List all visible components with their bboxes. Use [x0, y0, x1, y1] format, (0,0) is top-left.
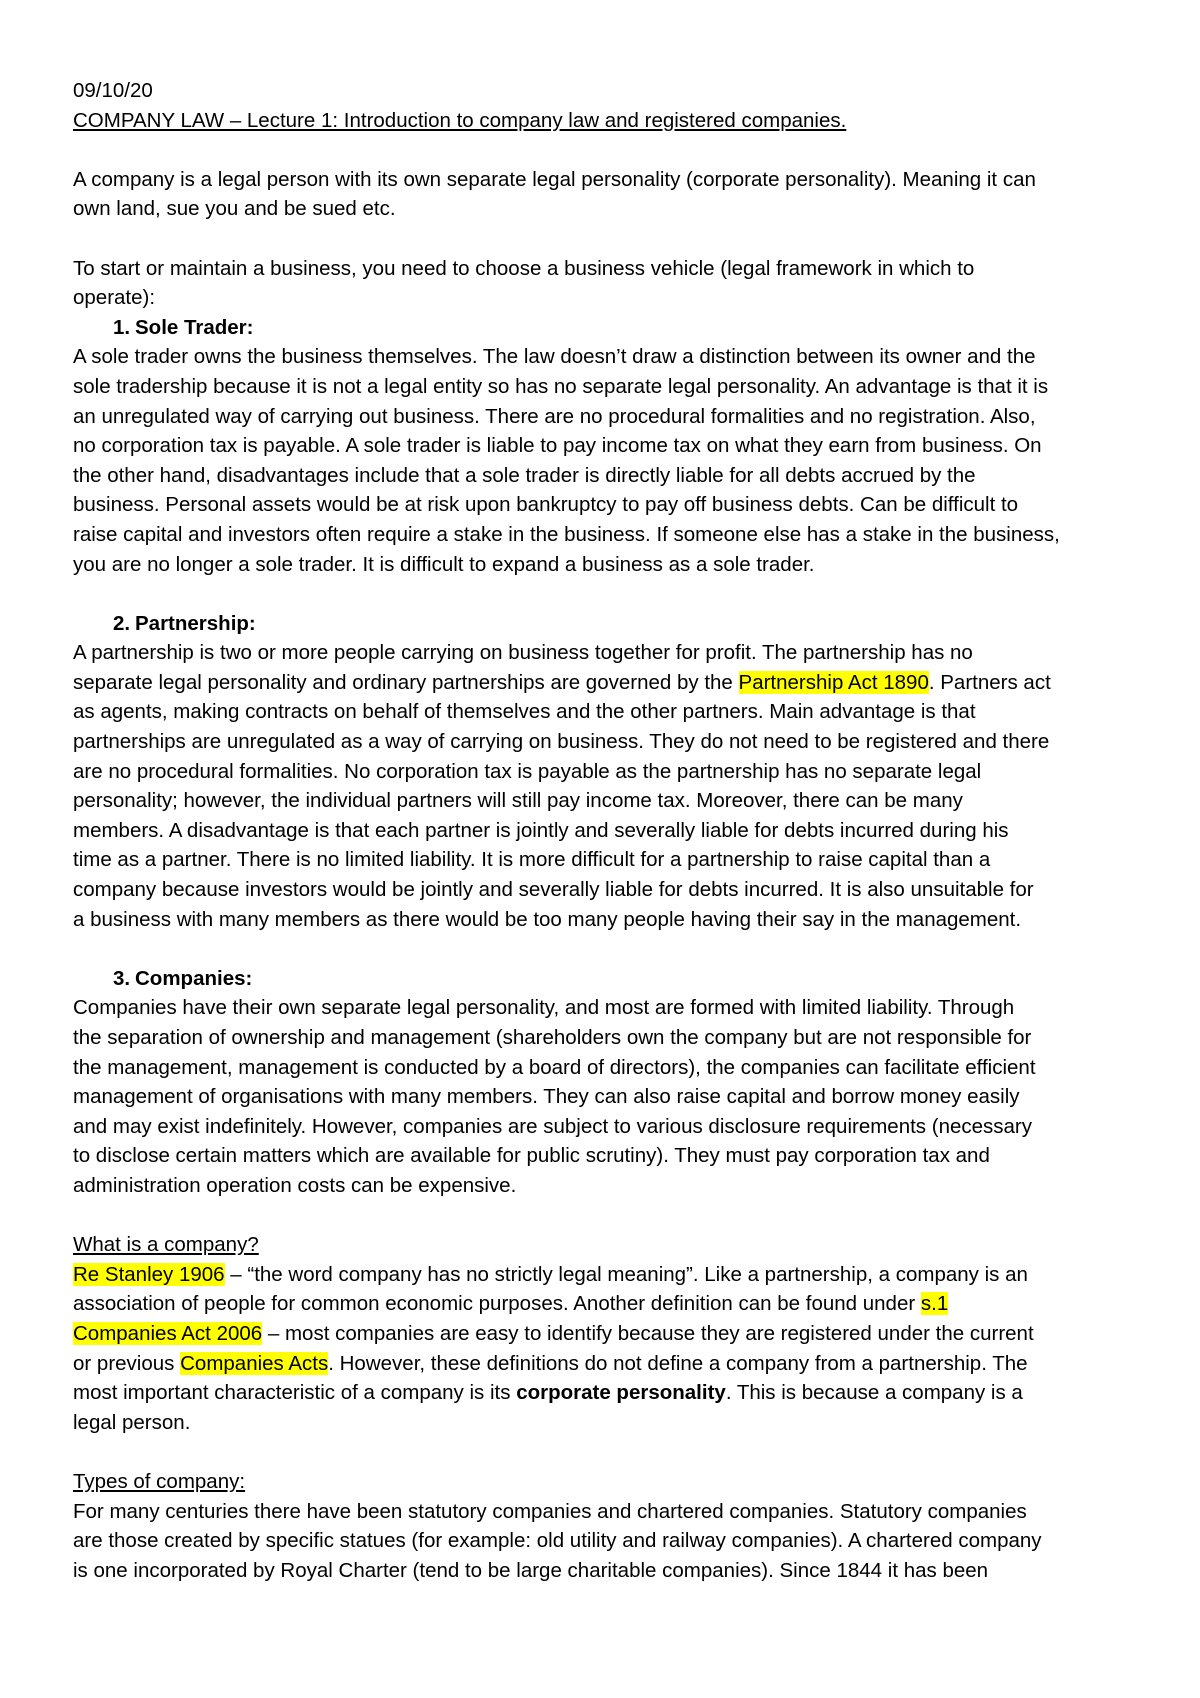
companies-line-3: the management, management is conducted by a board of directors), the companies can facilitate efficient [73, 1055, 1036, 1079]
what-is-line-3: Companies Act 2006 – most companies are easy to identify because they are registered under the current [73, 1321, 1034, 1345]
sole-trader-line-3: an unregulated way of carrying out business. There are no procedural formalities and no registration. Also, [73, 404, 1036, 428]
partnership-line-10: a business with many members as there would be too many people having their say in the management. [73, 907, 1022, 931]
partnership-line-5: are no procedural formalities. No corporation tax is payable as the partnership has no separate legal [73, 759, 982, 783]
sole-trader-line-6: business. Personal assets would be at risk upon bankruptcy to pay off business debts. Can be difficult to [73, 493, 1019, 517]
types-line-3: is one incorporated by Royal Charter (tend to be large charitable companies). Since 1844 it has been [73, 1558, 989, 1582]
intro-line-2: own land, sue you and be sued etc. [73, 197, 396, 221]
re-stanley-highlight: Re Stanley 1906 [73, 1262, 225, 1286]
vehicle-line-2: operate): [73, 286, 156, 310]
what-is-line-5: most important characteristic of a company is its corporate personality. This is because a company is a [73, 1381, 1023, 1405]
partnership-act-highlight: Partnership Act 1890 [738, 670, 929, 694]
companies-acts-highlight: Companies Acts [180, 1351, 329, 1375]
types-line-2: are those created by specific statues (for example: old utility and railway companies). A chartered company [73, 1529, 1042, 1553]
partnership-line-7: members. A disadvantage is that each partner is jointly and severally liable for debts incurred during his [73, 818, 1009, 842]
sole-trader-line-1: A sole trader owns the business themselves. The law doesn’t draw a distinction between its owner and the [73, 345, 1036, 369]
partnership-line-3: as agents, making contracts on behalf of themselves and the other partners. Main advantage is that [73, 700, 976, 724]
sole-trader-line-7: raise capital and investors often require a stake in the business. If someone else has a stake in the business, [73, 522, 1060, 546]
partnership-line-6: personality; however, the individual partners will still pay income tax. Moreover, there can be many [73, 789, 963, 813]
date: 09/10/20 [73, 79, 153, 102]
s1-highlight: s.1 [920, 1292, 949, 1316]
what-is-line-6: legal person. [73, 1410, 191, 1434]
companies-heading: 3. Companies: [113, 966, 253, 990]
types-of-company-heading: Types of company: [73, 1469, 246, 1493]
partnership-line-4: partnerships are unregulated as a way of carrying on business. They do not need to be registered and there [73, 730, 1050, 754]
companies-line-4: management of organisations with many members. They can also raise capital and borrow money easily [73, 1085, 1020, 1109]
what-is-company-heading: What is a company? [73, 1233, 259, 1257]
what-is-line-4: or previous Companies Acts. However, these definitions do not define a company from a partnership. The [73, 1351, 1028, 1375]
companies-line-5: and may exist indefinitely. However, companies are subject to various disclosure requirements (necessary [73, 1114, 1033, 1138]
companies-line-6: to disclose certain matters which are available for public scrutiny). They must pay corporation tax and [73, 1144, 990, 1168]
companies-act-2006-highlight: Companies Act 2006 [73, 1321, 263, 1345]
sole-trader-heading: 1. Sole Trader: [113, 315, 254, 339]
partnership-line-1: A partnership is two or more people carrying on business together for profit. The partnership has no [73, 641, 973, 665]
what-is-line-1: Re Stanley 1906 – “the word company has no strictly legal meaning”. Like a partnership, a company is an [73, 1262, 1028, 1286]
companies-line-7: administration operation costs can be expensive. [73, 1173, 517, 1197]
companies-line-2: the separation of ownership and management (shareholders own the company but are not responsible for [73, 1026, 1032, 1049]
partnership-line-8: time as a partner. There is no limited liability. It is more difficult for a partnership to raise capital than a [73, 848, 991, 872]
companies-line-1: Companies have their own separate legal personality, and most are formed with limited liability. Through [73, 996, 1015, 1020]
vehicle-line-1: To start or maintain a business, you need to choose a business vehicle (legal framework in which to [73, 256, 975, 280]
partnership-heading: 2. Partnership: [113, 611, 256, 635]
sole-trader-line-2: sole tradership because it is not a legal entity so has no separate legal personality. An advantage is that it is [73, 374, 1049, 398]
partnership-line-2: separate legal personality and ordinary partnerships are governed by the Partnership Act 1890. Partners act [73, 670, 1051, 694]
intro-line-1: A company is a legal person with its own separate legal personality (corporate personality). Meaning it can [73, 167, 1036, 191]
sole-trader-line-5: the other hand, disadvantages include that a sole trader is directly liable for all debts accrued by the [73, 463, 976, 487]
sole-trader-line-4: no corporation tax is payable. A sole trader is liable to pay income tax on what they earn from business. On [73, 434, 1042, 458]
what-is-line-2: association of people for common economic purposes. Another definition can be found under s.1 [73, 1292, 949, 1316]
types-line-1: For many centuries there have been statutory companies and chartered companies. Statutory companies [73, 1499, 1027, 1523]
lecture-title: COMPANY LAW – Lecture 1: Introduction to company law and registered companies. [73, 108, 847, 132]
corporate-personality-bold: corporate personality [516, 1381, 726, 1405]
sole-trader-line-8: you are no longer a sole trader. It is difficult to expand a business as a sole trader. [73, 552, 815, 576]
partnership-line-9: company because investors would be jointly and severally liable for debts incurred. It is also unsuitable for [73, 878, 1034, 902]
